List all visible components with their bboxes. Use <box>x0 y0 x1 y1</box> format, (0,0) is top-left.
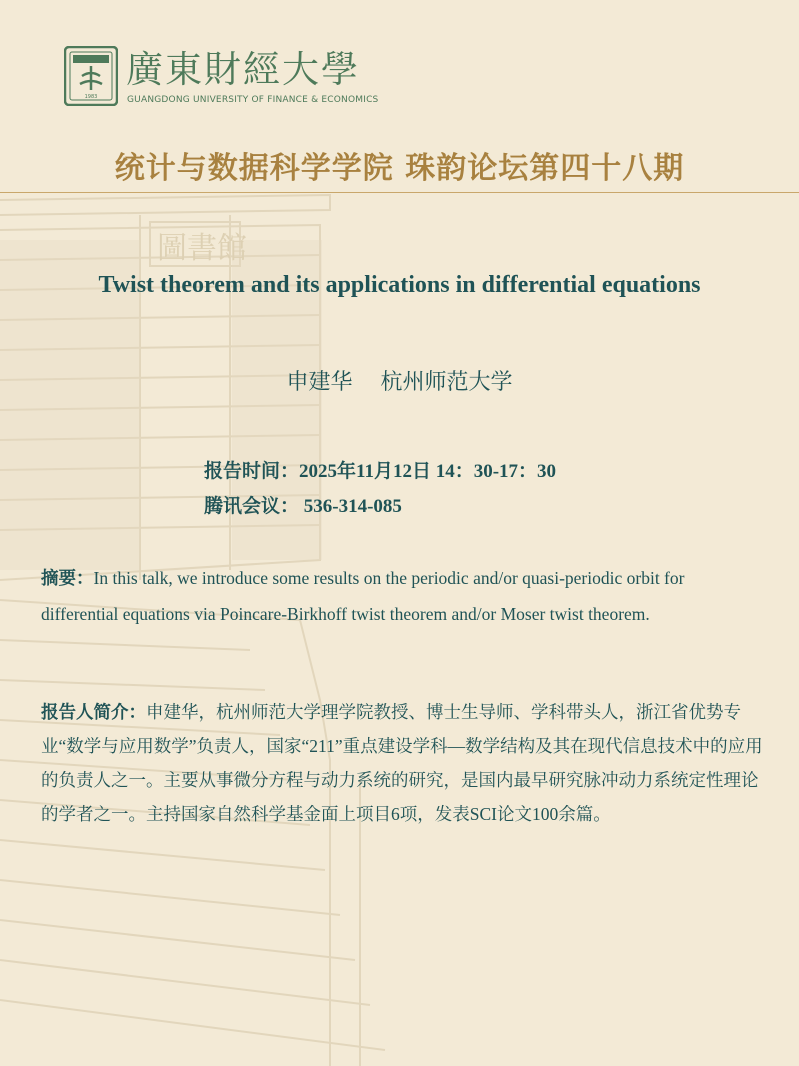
library-sign-text: 圖書館 <box>157 231 247 266</box>
abstract-paragraph <box>41 560 763 632</box>
abstract-label: 摘要： <box>41 568 94 588</box>
bio-label: 报告人简介： <box>41 702 146 722</box>
event-title: 统计与数据科学学院 珠韵论坛第四十八期 <box>114 151 685 186</box>
university-name-en: GUANGDONG UNIVERSITY OF FINANCE & ECONOMICS <box>127 95 379 105</box>
university-name-cn: 廣東財經大學 <box>126 48 360 91</box>
title-divider <box>0 192 799 193</box>
abstract-text: In this talk, we introduce some results on the periodic and/or quasi-periodic orbit for differential equations via Poincare-Birkhoff twist theorem and/or Moser twist theorem. <box>41 568 685 624</box>
bio-text: 申建华，杭州师范大学理学院教授、博士生导师、学科带头人，浙江省优势专业“数学与应用数学”负责人，国家“211”重点建设学科—数学结构及其在现代信息技术中的应用的负责人之一。主要从事微分方程与动力系统的研究，是国内最早研究脉冲动力系统定性理论的学者之一。主持国家自然科学基金面上项目6项，发表SCI论文100余篇。 <box>41 702 763 824</box>
meeting-id: 腾讯会议： 536-314-085 <box>204 496 402 517</box>
university-seal-logo <box>64 46 118 106</box>
report-time: 报告时间：2025年11月12日 14：30-17：30 <box>204 461 557 482</box>
speaker-name: 申建华 <box>286 370 353 395</box>
speaker-line <box>0 365 799 396</box>
speaker-affiliation: 杭州师范大学 <box>380 370 513 395</box>
bio-paragraph <box>41 695 763 831</box>
seal-year: 1983 <box>84 94 98 100</box>
talk-title: Twist theorem and its applications in differential equations <box>98 272 701 298</box>
